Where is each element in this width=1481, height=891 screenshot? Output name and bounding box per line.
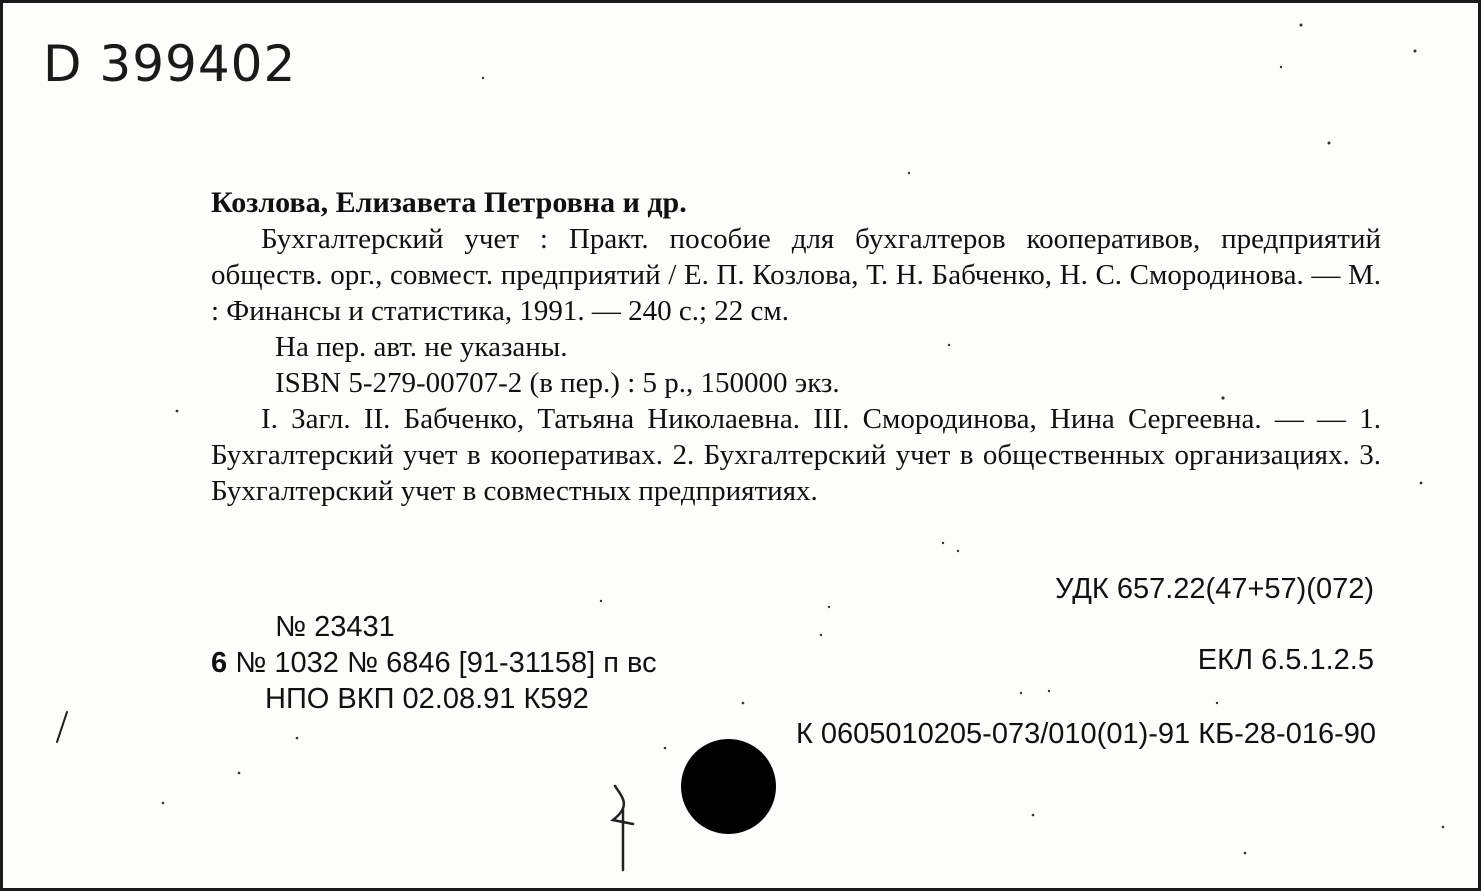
ekl-code: ЕКЛ 6.5.1.2.5 — [1197, 644, 1374, 676]
note: На пер. авт. не указаны. — [275, 331, 568, 363]
punch-hole — [681, 739, 776, 834]
index-code: К 0605010205-073/010(01)-91 КБ-28-016-90 — [795, 718, 1376, 750]
order-lead: 6 — [211, 647, 228, 679]
bibliographic-entry — [211, 185, 1381, 509]
udc-code: УДК 657.22(47+57)(072) — [1055, 573, 1374, 605]
call-number: D 399402 — [43, 35, 297, 93]
accession-number: № 23431 — [275, 611, 395, 643]
isbn-line: ISBN 5-279-00707-2 (в пер.) : 5 р., 150000 экз. — [275, 367, 840, 399]
description: Бухгалтерский учет : Практ. пособие для бухгалтеров кооперативов, предприятий обществ. орг., совмест. предприятий / Е. П. Козлова, Т. Н. Бабченко, Н. С. Смородинова. — М. : Финансы и статистика, 1991. — 240 с.; 22 см. — [211, 223, 1381, 327]
pencil-tick-icon — [53, 708, 73, 748]
tracings: I. Загл. II. Бабченко, Татьяна Николаевна. III. Смородинова, Нина Сергеевна. — — 1. Бухгалтерский учет в кооперативах. 2. Бухгалтерский учет в общественных организациях. 3. Бухгалтерский учет в совместных предприятиях. — [211, 403, 1381, 507]
order-line — [211, 647, 657, 680]
author-heading: Козлова, Елизавета Петровна и др. — [211, 186, 687, 219]
pencil-mark-icon — [593, 778, 653, 873]
printer-line: НПО ВКП 02.08.91 К592 — [265, 683, 589, 715]
order-details: № 1032 № 6846 [91-31158] п вс — [235, 647, 657, 679]
